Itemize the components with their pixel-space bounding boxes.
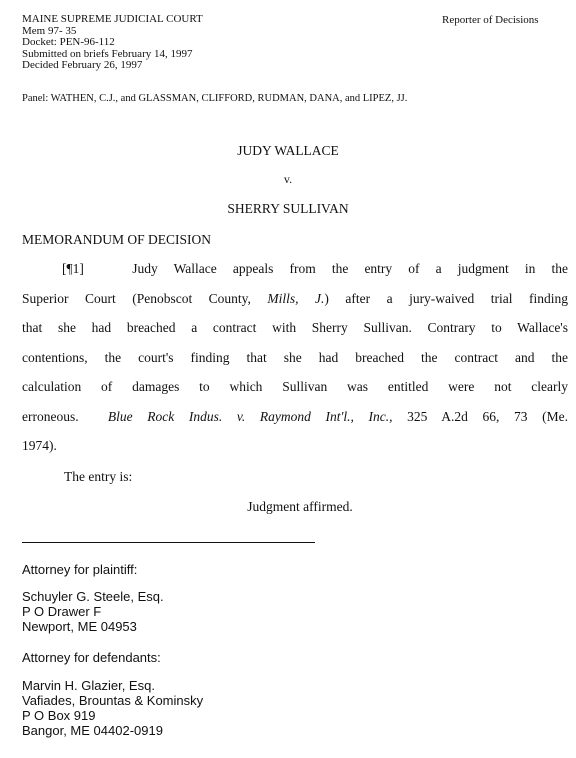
attorney-line: Bangor, ME 04402-0919 (22, 723, 163, 738)
submitted-date: Submitted on briefs February 14, 1997 (22, 47, 193, 60)
plaintiff-name: JUDY WALLACE (237, 143, 339, 158)
court-name: MAINE SUPREME JUDICIAL COURT (22, 13, 203, 25)
judge-name: Mills, J. (267, 290, 325, 306)
opinion-line: [¶1] Judy Wallace appeals from the entry of a judgment in the (62, 261, 569, 276)
opinion-line: that she had breached a contract with Sherry Sullivan. Contrary to Wallace's (22, 320, 568, 335)
opinion-line: contentions, the court's finding that she had breached the contract and the (22, 349, 568, 365)
plaintiff-attorney-block (22, 589, 164, 634)
panel-line: Panel: WATHEN, C.J., and GLASSMAN, CLIFFORD, RUDMAN, DANA, and LIPEZ, JJ. (22, 93, 408, 104)
opinion-body (22, 258, 568, 465)
opinion-line: 1974). (22, 438, 57, 453)
entry-label: The entry is: (64, 469, 133, 484)
attorney-line: Vafiades, Brountas & Kominsky (22, 693, 204, 708)
judgment: Judgment affirmed. (247, 499, 353, 514)
defendants-attorney-block (22, 678, 203, 738)
case-header (22, 14, 203, 72)
memo-number: Mem 97- 35 (22, 24, 77, 37)
attorney-line: P O Box 919 (22, 708, 96, 723)
attorney-line: Schuyler G. Steele, Esq. (22, 589, 164, 604)
plaintiff-attorney-heading: Attorney for plaintiff: (22, 562, 138, 577)
reporter-label: Reporter of Decisions (442, 14, 539, 26)
docket-number: Docket: PEN-96-112 (22, 36, 115, 48)
opinion-line: Superior Court (Penobscot County, Mills, J.) after a jury-waived trial finding (22, 290, 568, 306)
attorney-line: P O Drawer F (22, 604, 102, 619)
case-citation: Blue Rock Indus. v. Raymond Int'l., Inc. (107, 408, 390, 424)
opinion-line: erroneous. Blue Rock Indus. v. Raymond Int'l., Inc., 325 A.2d 66, 73 (Me. (22, 408, 569, 424)
defendant-name: SHERRY SULLIVAN (227, 201, 349, 216)
versus: v. (283, 172, 293, 186)
paragraph-mark: [¶1] (62, 261, 84, 276)
attorney-line: Newport, ME 04953 (22, 619, 137, 634)
divider-rule (22, 542, 315, 543)
defendants-attorney-heading: Attorney for defendants: (22, 650, 161, 665)
memorandum-title: MEMORANDUM OF DECISION (22, 232, 212, 247)
attorney-line: Marvin H. Glazier, Esq. (22, 678, 155, 693)
decided-date: Decided February 26, 1997 (22, 59, 143, 71)
opinion-line: calculation of damages to which Sullivan was entitled were not clearly (22, 379, 568, 394)
